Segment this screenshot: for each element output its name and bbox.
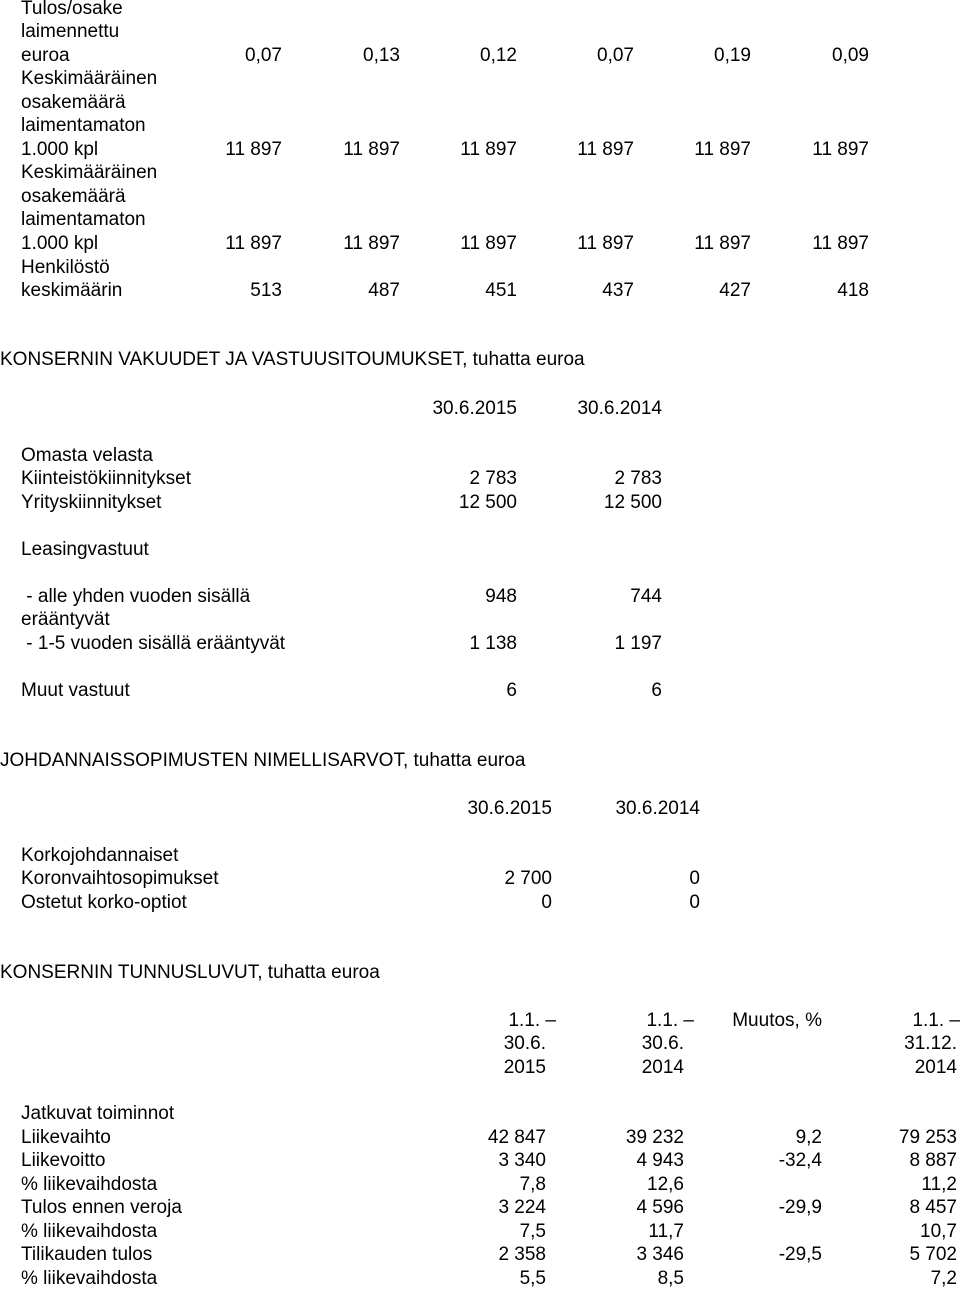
table-cell: 3 340 (498, 1150, 546, 1171)
column-header: 1.1. – (912, 1010, 960, 1031)
table-cell: 437 (602, 280, 634, 301)
column-header: 31.12. (904, 1033, 957, 1054)
table-row-label: Koronvaihtosopimukset (21, 868, 219, 889)
column-header: Muutos, % (732, 1010, 822, 1031)
table-cell: 1 197 (614, 633, 662, 654)
row-label-line: keskimäärin (21, 280, 123, 301)
column-header: 2015 (503, 1057, 546, 1078)
table-cell: 11,2 (921, 1174, 957, 1195)
column-header: 30.6.2014 (615, 798, 700, 819)
table-cell: 487 (368, 280, 400, 301)
row-label-line: Keskimääräinen (21, 68, 158, 89)
table-cell: 7,8 (519, 1174, 546, 1195)
row-label-line: osakemäärä (21, 92, 126, 113)
table-cell: 2 783 (614, 468, 662, 489)
table-cell: 0,13 (363, 45, 400, 66)
table-row-label: Tulos ennen veroja (21, 1197, 182, 1218)
table-cell: 8 457 (909, 1197, 957, 1218)
column-header: 2014 (641, 1057, 684, 1078)
table-row-label: % liikevaihdosta (21, 1174, 158, 1195)
table-cell: 744 (630, 586, 662, 607)
table-cell: 11 897 (460, 139, 517, 160)
row-label-line: laimentamaton (21, 115, 146, 136)
table-cell: 0,09 (832, 45, 869, 66)
table-cell: 2 700 (504, 868, 552, 889)
row-label-line: 1.000 kpl (21, 233, 99, 254)
column-header: 30.6.2014 (577, 398, 662, 419)
table-row-label: - 1-5 vuoden sisällä erääntyvät (21, 633, 286, 654)
table-row-label: % liikevaihdosta (21, 1268, 158, 1289)
group-label: Korkojohdannaiset (21, 845, 179, 866)
table-cell: 8 887 (909, 1150, 957, 1171)
group-label: Omasta velasta (21, 445, 153, 466)
table-cell: 3 224 (498, 1197, 546, 1218)
table-row-label: % liikevaihdosta (21, 1221, 158, 1242)
table-cell: -32,4 (778, 1150, 822, 1171)
row-label-line: 1.000 kpl (21, 139, 99, 160)
table-cell: 7,2 (930, 1268, 957, 1289)
table-cell: 39 232 (625, 1127, 684, 1148)
table-row-label: Kiinteistökiinnitykset (21, 468, 192, 489)
table-cell: 11 897 (694, 233, 751, 254)
table-cell: 11 897 (577, 233, 634, 254)
table-cell: 0,07 (597, 45, 634, 66)
table-cell: 9,2 (795, 1127, 822, 1148)
column-header: 30.6.2015 (467, 798, 552, 819)
column-header: 30.6. (641, 1033, 684, 1054)
table-cell: 418 (837, 280, 869, 301)
group-label: Jatkuvat toiminnot (21, 1103, 175, 1124)
row-label-line: Tulos/osake (21, 0, 123, 19)
table-cell: 3 346 (636, 1244, 684, 1265)
table-cell: 0 (689, 892, 700, 913)
table-cell: 4 596 (636, 1197, 684, 1218)
table-row-label: Liikevaihto (21, 1127, 111, 1148)
table-cell: 8,5 (657, 1268, 684, 1289)
table-cell: -29,9 (778, 1197, 822, 1218)
row-label-line: osakemäärä (21, 186, 126, 207)
table-cell: 11,7 (648, 1221, 684, 1242)
column-header: 30.6.2015 (432, 398, 517, 419)
table-cell: 4 943 (636, 1150, 684, 1171)
table-cell: 11 897 (812, 139, 869, 160)
table-cell: 12,6 (647, 1174, 684, 1195)
table-row-label: Muut vastuut (21, 680, 130, 701)
table-cell: -29,5 (778, 1244, 822, 1265)
table-cell: 11 897 (577, 139, 634, 160)
table-cell: 11 897 (812, 233, 869, 254)
table-cell: 5 702 (909, 1244, 957, 1265)
table-cell: 0 (541, 892, 552, 913)
table-row-label: Liikevoitto (21, 1150, 106, 1171)
column-header: 1.1. – (508, 1010, 556, 1031)
row-label-line: laimentamaton (21, 209, 146, 230)
table-cell: 12 500 (603, 492, 662, 513)
table-cell: 948 (485, 586, 517, 607)
table-cell: 6 (506, 680, 517, 701)
table-cell: 42 847 (487, 1127, 546, 1148)
row-label-line: laimennettu (21, 21, 120, 42)
row-label-line: euroa (21, 45, 70, 66)
row-label-line: Henkilöstö (21, 257, 110, 278)
row-label-line: Keskimääräinen (21, 162, 158, 183)
section-heading: JOHDANNAISSOPIMUSTEN NIMELLISARVOT, tuhatta euroa (0, 750, 526, 771)
table-cell: 427 (719, 280, 751, 301)
group-label: Leasingvastuut (21, 539, 149, 560)
table-cell: 11 897 (225, 139, 282, 160)
table-cell: 0 (689, 868, 700, 889)
table-cell: 11 897 (225, 233, 282, 254)
table-cell: 5,5 (519, 1268, 546, 1289)
table-cell: 2 783 (469, 468, 517, 489)
table-cell: 7,5 (519, 1221, 546, 1242)
table-cell: 11 897 (694, 139, 751, 160)
table-row-label: - alle yhden vuoden sisällä (21, 586, 251, 607)
table-cell: 11 897 (460, 233, 517, 254)
table-cell: 1 138 (469, 633, 517, 654)
table-cell: 11 897 (343, 233, 400, 254)
table-cell: 6 (651, 680, 662, 701)
table-cell: 0,07 (245, 45, 282, 66)
table-row-label: erääntyvät (21, 609, 110, 630)
table-cell: 10,7 (920, 1221, 957, 1242)
table-cell: 451 (485, 280, 517, 301)
table-cell: 12 500 (458, 492, 517, 513)
table-row-label: Yrityskiinnitykset (21, 492, 162, 513)
table-cell: 11 897 (343, 139, 400, 160)
column-header: 2014 (914, 1057, 957, 1078)
table-cell: 513 (250, 280, 282, 301)
table-cell: 2 358 (498, 1244, 546, 1265)
column-header: 30.6. (503, 1033, 546, 1054)
table-cell: 0,19 (714, 45, 751, 66)
section-heading: KONSERNIN TUNNUSLUVUT, tuhatta euroa (0, 962, 380, 983)
column-header: 1.1. – (646, 1010, 694, 1031)
table-cell: 79 253 (898, 1127, 957, 1148)
table-row-label: Ostetut korko-optiot (21, 892, 187, 913)
section-heading: KONSERNIN VAKUUDET JA VASTUUSITOUMUKSET, tuhatta euroa (0, 349, 585, 370)
table-cell: 0,12 (480, 45, 517, 66)
table-row-label: Tilikauden tulos (21, 1244, 153, 1265)
